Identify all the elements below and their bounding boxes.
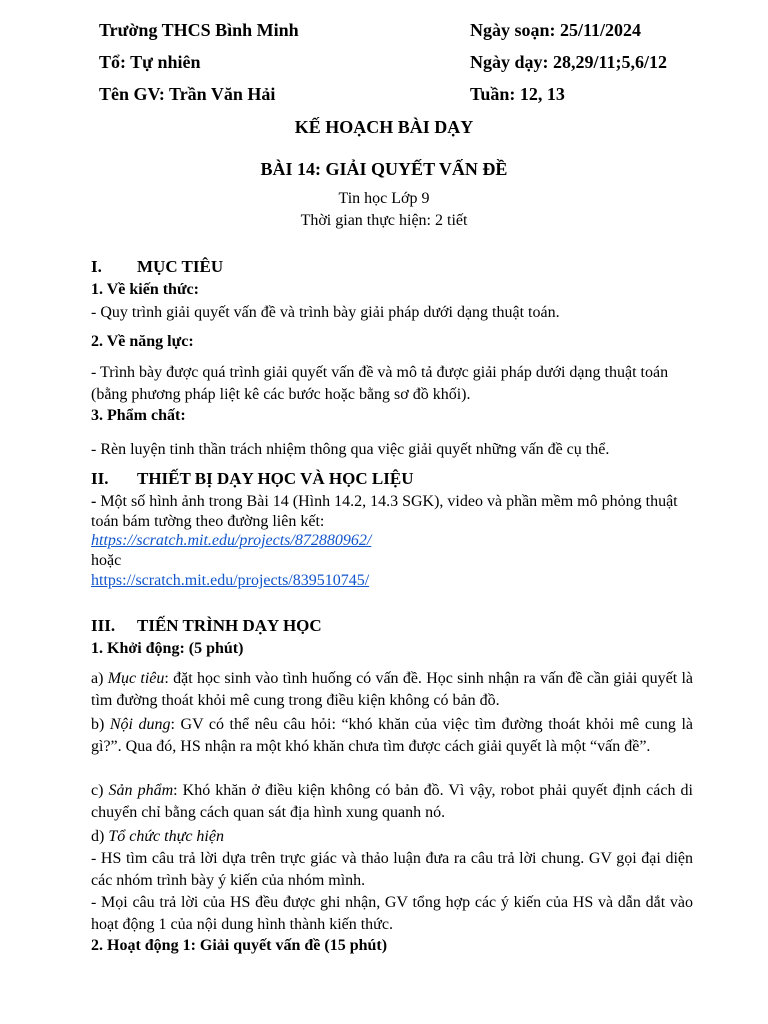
materials-description: Một số hình ảnh trong Bài 14 (Hình 14.2, 14.3 SGK), video và phần mềm mô phỏng thuật toán bám tường theo đường liên kết:	[91, 493, 678, 530]
activity-1-heading: 1. Khởi động: (5 phút)	[91, 640, 244, 657]
lesson-title: BÀI 14: GIẢI QUYẾT VẤN ĐỀ	[260, 159, 508, 179]
quality-heading: 3. Phẩm chất:	[91, 407, 186, 424]
prep-date: Ngày soạn: 25/11/2024	[470, 20, 642, 40]
subject-line: Tin học Lớp 9	[338, 190, 430, 207]
ability-text: - Trình bày được quá trình giải quyết vấn đề và mô tả được giải pháp dưới dạng thuật toán (bằng phương pháp liệt kê các bước hoặc bằng sơ đồ khối).	[91, 364, 669, 403]
item-a	[91, 668, 693, 712]
teach-date: Ngày dạy: 28,29/11;5,6/12	[470, 52, 668, 72]
school-name: Trường THCS Bình Minh	[99, 20, 299, 40]
item-label: Sản phẩm	[108, 782, 174, 799]
quality-text: - Rèn luyện tinh thần trách nhiệm thông qua việc giải quyết những vấn đề cụ thể.	[91, 441, 610, 458]
scratch-link-1[interactable]: https://scratch.mit.edu/projects/872880962/	[91, 532, 372, 549]
item-prefix: d)	[91, 828, 109, 845]
bullet-dash: -	[91, 493, 97, 510]
document-title: KẾ HOẠCH BÀI DẠY	[294, 117, 474, 137]
section-2-heading	[91, 469, 413, 489]
department: Tổ: Tự nhiên	[99, 52, 201, 72]
knowledge-text: - Quy trình giải quyết vấn đề và trình bày giải pháp dưới dạng thuật toán.	[91, 304, 560, 321]
section-number: I.	[91, 257, 102, 276]
section-3-heading	[91, 616, 322, 636]
item-prefix: b)	[91, 716, 110, 733]
ability-heading: 2. Về năng lực:	[91, 333, 194, 350]
section-1-heading	[91, 257, 223, 277]
teacher-name: Tên GV: Trần Văn Hải	[99, 84, 276, 104]
item-label: Mục tiêu	[107, 670, 165, 687]
item-c	[91, 780, 693, 824]
item-text: : đặt học sinh vào tình huống có vấn đề. Học sinh nhận ra vấn đề cần giải quyết là tìm đường thoát khỏi mê cung trong điều kiện không có bản đồ.	[91, 670, 693, 709]
section-title: THIẾT BỊ DẠY HỌC VÀ HỌC LIỆU	[137, 469, 414, 488]
scratch-link-2[interactable]: https://scratch.mit.edu/projects/839510745/	[91, 572, 370, 589]
or-text: hoặc	[91, 552, 122, 569]
item-label: Nội dung	[109, 716, 171, 733]
item-text: : GV có thể nêu câu hỏi: “khó khăn của việc tìm đường thoát khỏi mê cung là gì?”. Qua đó, HS nhận ra một khó khăn chưa tìm được cách giải quyết là một “vấn đề”.	[91, 716, 694, 755]
item-label: Tổ chức thực hiện	[108, 828, 224, 845]
item-d	[91, 826, 693, 848]
item-d-point-1: - HS tìm câu trả lời dựa trên trực giác và thảo luận đưa ra câu trả lời chung. GV gọi đại diện các nhóm trình bày ý kiến của nhóm mình.	[91, 850, 693, 889]
item-prefix: a)	[91, 670, 108, 687]
week: Tuần: 12, 13	[470, 84, 565, 104]
item-d-point-2: - Mọi câu trả lời của HS đều được ghi nhận, GV tổng hợp các ý kiến của HS và dẫn dắt vào hoạt động 1 của nội dung hình thành kiến thức.	[91, 894, 693, 933]
section-number: III.	[91, 616, 116, 635]
item-b	[91, 714, 693, 758]
item-prefix: c)	[91, 782, 109, 799]
section-title: TIẾN TRÌNH DẠY HỌC	[137, 616, 322, 635]
materials-text	[91, 492, 693, 532]
section-number: II.	[91, 469, 109, 488]
activity-2-heading: 2. Hoạt động 1: Giải quyết vấn đề (15 phút)	[91, 937, 388, 954]
duration-line: Thời gian thực hiện: 2 tiết	[300, 212, 468, 229]
section-title: MỤC TIÊU	[137, 257, 224, 276]
knowledge-heading: 1. Về kiến thức:	[91, 281, 199, 298]
item-text: : Khó khăn ở điều kiện không có bản đồ. Vì vậy, robot phải quyết định cách di chuyển chỉ bằng cách quan sát địa hình xung quanh nó.	[91, 782, 693, 821]
